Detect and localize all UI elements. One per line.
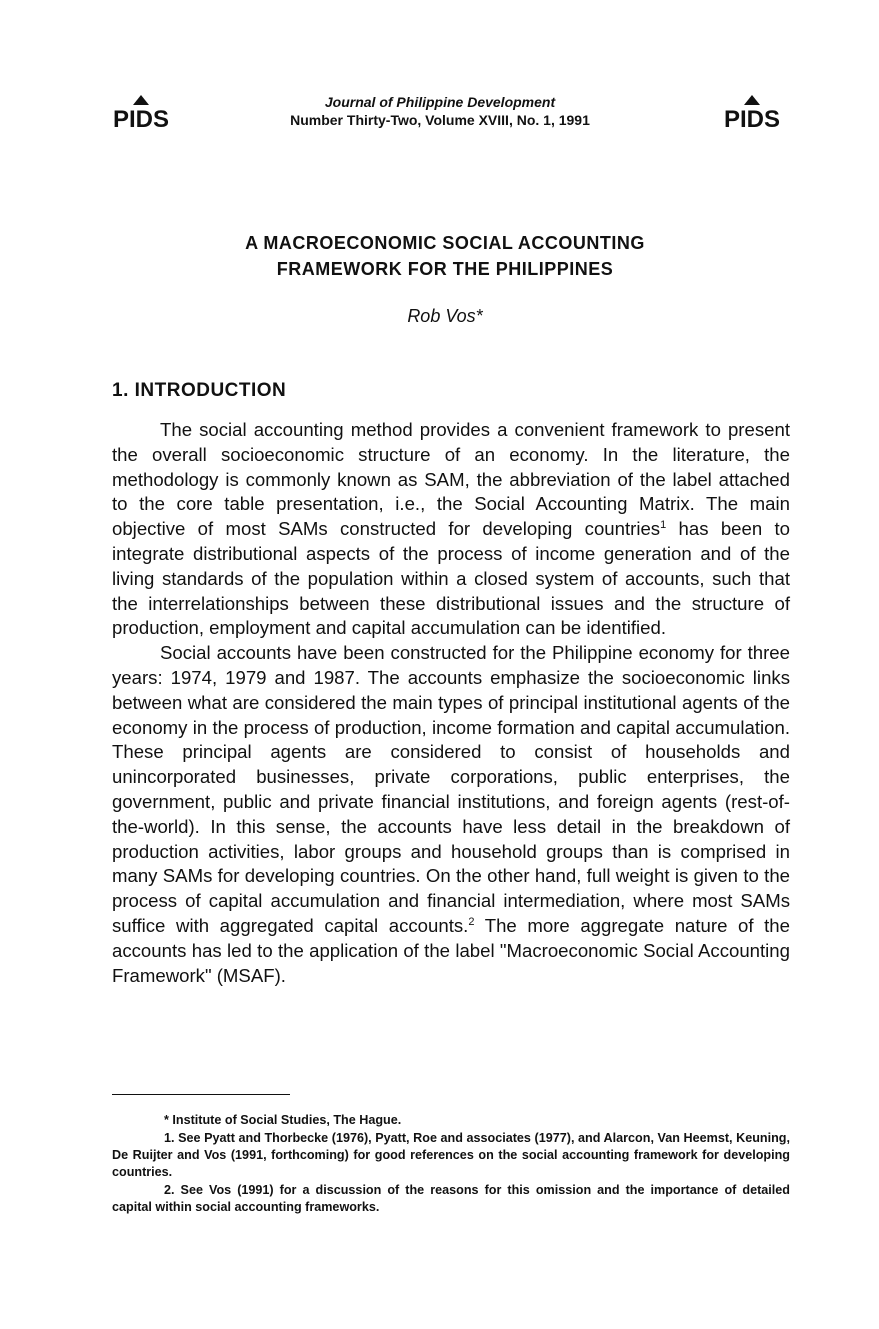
article-body: [112, 418, 790, 988]
pids-logo-text: PIDS: [723, 106, 781, 133]
footnote-1: 1. See Pyatt and Thorbecke (1976), Pyatt, Roe and associates (1977), and Alarcon, Van Heemst, Keuning, De Ruijter and Vos (1991, forthcoming) for good references on the social accounting framework for developing countries.: [112, 1131, 790, 1179]
footnote-ref-1: 1: [660, 519, 667, 531]
paragraph-2-text-a: Social accounts have been constructed for the Philippine economy for three years: 1974, 1979 and 1987. The accounts emphasize the socioeconomic links between what are considered the main types of principal institutional agents of the economy in the process of production, income formation and capital accumulation. These principal agents are considered to consist of households and unincorporated businesses, private corporations, public enterprises, the government, public and private financial institutions, and foreign agents (rest-of-the-world). In this sense, the accounts have less detail in the breakdown of production activities, labor groups and household groups than is comprised in many SAMs for developing countries. On the other hand, full weight is given to the process of capital accumulation and financial intermediation, where most SAMs suffice with aggregated capital accounts.: [112, 642, 790, 936]
paragraph-1-text-a: The social accounting method provides a convenient framework to present the overall socioeconomic structure of an economy. In the literature, the methodology is commonly known as SAM, the abbreviation of the label attached to the core table presentation, i.e., the Social Accounting Matrix. The main objective of most SAMs constructed for developing countries: [112, 419, 790, 540]
pids-logo-icon: [719, 93, 785, 133]
paragraph-2-text-b: The more aggregate nature of the accounts has led to the application of the label "Macroeconomic Social Accounting Framework" (MSAF).: [112, 914, 790, 986]
footnote-2: 2. See Vos (1991) for a discussion of the reasons for this omission and the importance of detailed capital within social accounting frameworks.: [112, 1183, 790, 1214]
section-heading: 1. INTRODUCTION: [112, 380, 287, 401]
paragraph-1: [112, 418, 790, 641]
pids-logo-icon: [108, 93, 174, 133]
footnote-divider: [112, 1094, 290, 1095]
title-line-2: FRAMEWORK FOR THE PHILIPPINES: [276, 259, 614, 279]
footnote-star: * Institute of Social Studies, The Hague.: [164, 1113, 402, 1127]
pids-logo-left: [108, 93, 174, 133]
pids-logo-text: PIDS: [112, 106, 170, 133]
title-line-1: A MACROECONOMIC SOCIAL ACCOUNTING: [245, 233, 645, 253]
pids-logo-right: [719, 93, 785, 133]
paragraph-1-text-b: has been to integrate distributional aspects of the process of income generation and of the living standards of the population within a closed system of accounts, such that the interrelationships between these distributional issues and the structure of production, employment and capital accumulation can be identified.: [112, 518, 790, 639]
footnote-ref-2: 2: [468, 915, 475, 928]
journal-title: Journal of Philippine Development: [324, 94, 556, 110]
journal-header: [250, 93, 630, 129]
journal-issue: Number Thirty-Two, Volume XVIII, No. 1, 1991: [290, 112, 590, 128]
article-title: [150, 230, 740, 282]
paragraph-2: [112, 641, 790, 988]
footnotes: [112, 1112, 790, 1217]
article-author: Rob Vos*: [407, 306, 483, 326]
